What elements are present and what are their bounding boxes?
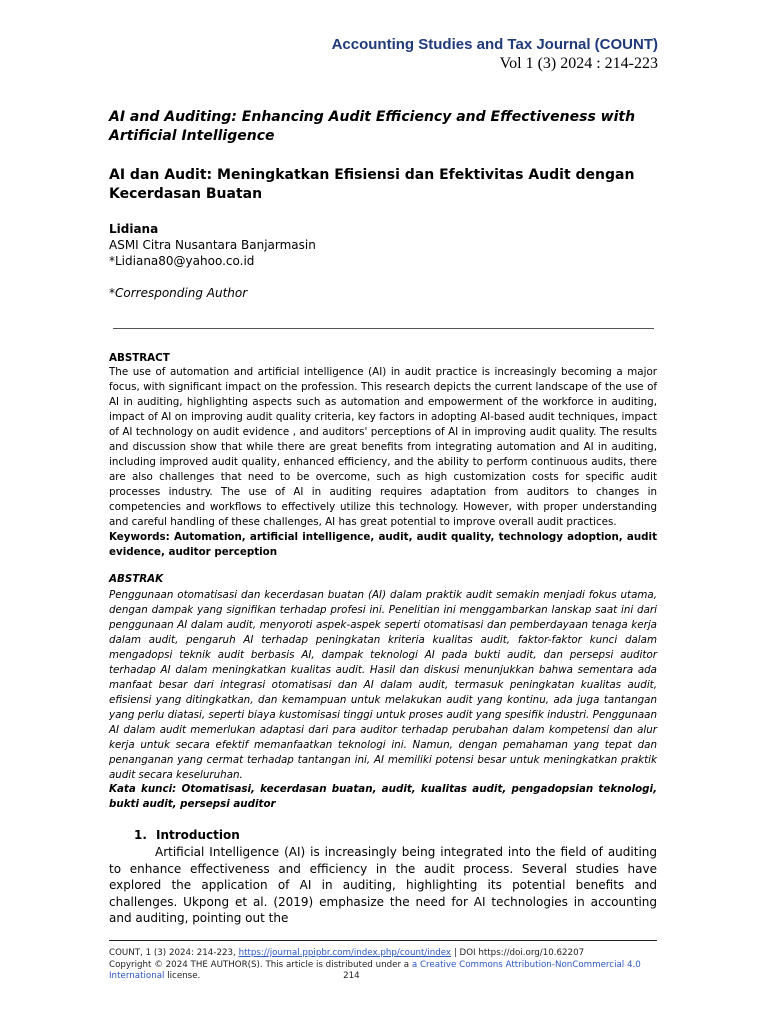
author-email[interactable]: *Lidiana80@yahoo.co.id (109, 254, 255, 268)
footer-citation-line (109, 948, 669, 960)
article-title-english: AI and Auditing: Enhancing Audit Efficiency and Effectiveness with Artificial Intelligence (109, 109, 636, 144)
abstract-heading: ABSTRACT (109, 352, 170, 364)
section-heading-introduction (134, 828, 240, 842)
footer-license-suffix: license. (167, 971, 201, 981)
license-link[interactable]: a Creative Commons Attribution-NonCommercial 4.0 International (109, 959, 641, 981)
journal-volume: Vol 1 (3) 2024 : 214-223 (499, 55, 658, 72)
section-number: 1. (134, 828, 147, 842)
page-number: 214 (343, 971, 360, 981)
footer-divider (109, 940, 657, 941)
abstrak-keywords: Kata kunci: Otomatisasi, kecerdasan buatan, audit, kualitas audit, pengadopsian teknologi, bukti audit, persepsi auditor (109, 783, 657, 810)
corresponding-author-note (109, 286, 247, 300)
article-title-indonesian: AI dan Audit: Meningkatkan Efisiensi dan Efektivitas Audit dengan Kecerdasan Buatan (109, 167, 635, 202)
introduction-paragraph (109, 844, 657, 927)
abstrak-body: Penggunaan otomatisasi dan kecerdasan buatan (AI) dalam praktik audit semakin menjadi fokus utama, dengan dampak yang signifikan terhadap profesi ini. Penelitian ini menggambarkan lanskap saat ini dari penggunaan AI dalam audit, menyoroti aspek-aspek seperti otomatisasi dan pemberdayaan tenaga kerja dalam audit, pengaruh AI terhadap peningkatan kriteria kualitas audit, faktor-faktor kunci dalam mengadopsi teknik audit berbasis AI, dampak teknologi AI pada bukti audit, dan persepsi auditor terhadap AI dalam meningkatkan kualitas audit. Hasil dan diskusi menunjukkan bahwa sementara ada manfaat besar dari integrasi otomatisasi dan AI dalam audit, termasuk peningkatan kualitas audit, efisiensi yang ditingkatkan, dan kemampuan untuk melakukan audit yang kontinu, ada juga tantangan yang perlu diatasi, seperti biaya kustomisasi tinggi untuk proses audit yang spesifik industri. Penggunaan AI dalam audit memerlukan adaptasi dari para auditor terhadap perubahan dalam kompetensi dan alur kerja untuk secara efektif memanfaatkan teknologi ini. Namun, dengan pemahaman yang tepat dan penanganan yang cermat terhadap tantangan ini, AI memiliki potensi besar untuk meningkatkan praktik audit secara keseluruhan. (109, 589, 657, 781)
page-footer (109, 948, 669, 983)
introduction-text: Artificial Intelligence (AI) is increasingly being integrated into the field of auditing to enhance effectiveness and efficiency in the audit process. Several studies have explored the application of AI in auditing, highlighting its potential benefits and challenges. Ukpong et al. (2019) emphasize the need for AI technologies in accounting and auditing, pointing out the (109, 845, 657, 925)
abstrak-heading: ABSTRAK (109, 573, 164, 585)
footer-copyright-line (109, 960, 669, 983)
footer-doi: | DOI https://doi.org/10.62207 (453, 948, 585, 958)
corresponding-asterisk: * (109, 286, 115, 300)
header-divider (113, 328, 654, 329)
footer-copyright: Copyright © 2024 THE AUTHOR(S). This article is distributed under a (109, 959, 410, 970)
journal-title: Accounting Studies and Tax Journal (COUNT) (331, 36, 658, 53)
author-affiliation: ASMI Citra Nusantara Banjarmasin (109, 238, 316, 252)
footer-citation: COUNT, 1 (3) 2024: 214-223, (109, 948, 236, 958)
corresponding-label: Corresponding Author (115, 286, 248, 300)
author-name: Lidiana (109, 222, 159, 236)
section-title: Introduction (156, 828, 240, 842)
abstract-body: The use of automation and artificial intelligence (AI) in audit practice is increasingly becoming a major focus, with significant impact on the profession. This research depicts the current landscape of the use of AI in auditing, highlighting aspects such as automation and empowerment of the workforce in auditing, impact of AI on improving audit quality criteria, key factors in adopting AI-based audit techniques, impact of AI technology on audit evidence , and auditors' perceptions of AI in improving audit quality. The results and discussion show that while there are great benefits from integrating automation and AI in auditing, including improved audit quality, enhanced efficiency, and the ability to perform continuous audits, there are also challenges that need to be overcome, such as high customization costs for specific audit processes industry. The use of AI in auditing requires adaptation from auditors to changes in competencies and workflows to effectively utilize this technology. However, with proper understanding and careful handling of these challenges, AI has great potential to improve overall audit practices. (109, 366, 657, 528)
abstract-keywords: Keywords: Automation, artificial intelligence, audit, audit quality, technology adoption, audit evidence, auditor perception (109, 531, 657, 558)
journal-url-link[interactable]: https://journal.ppipbr.com/index.php/count/index (238, 948, 452, 958)
